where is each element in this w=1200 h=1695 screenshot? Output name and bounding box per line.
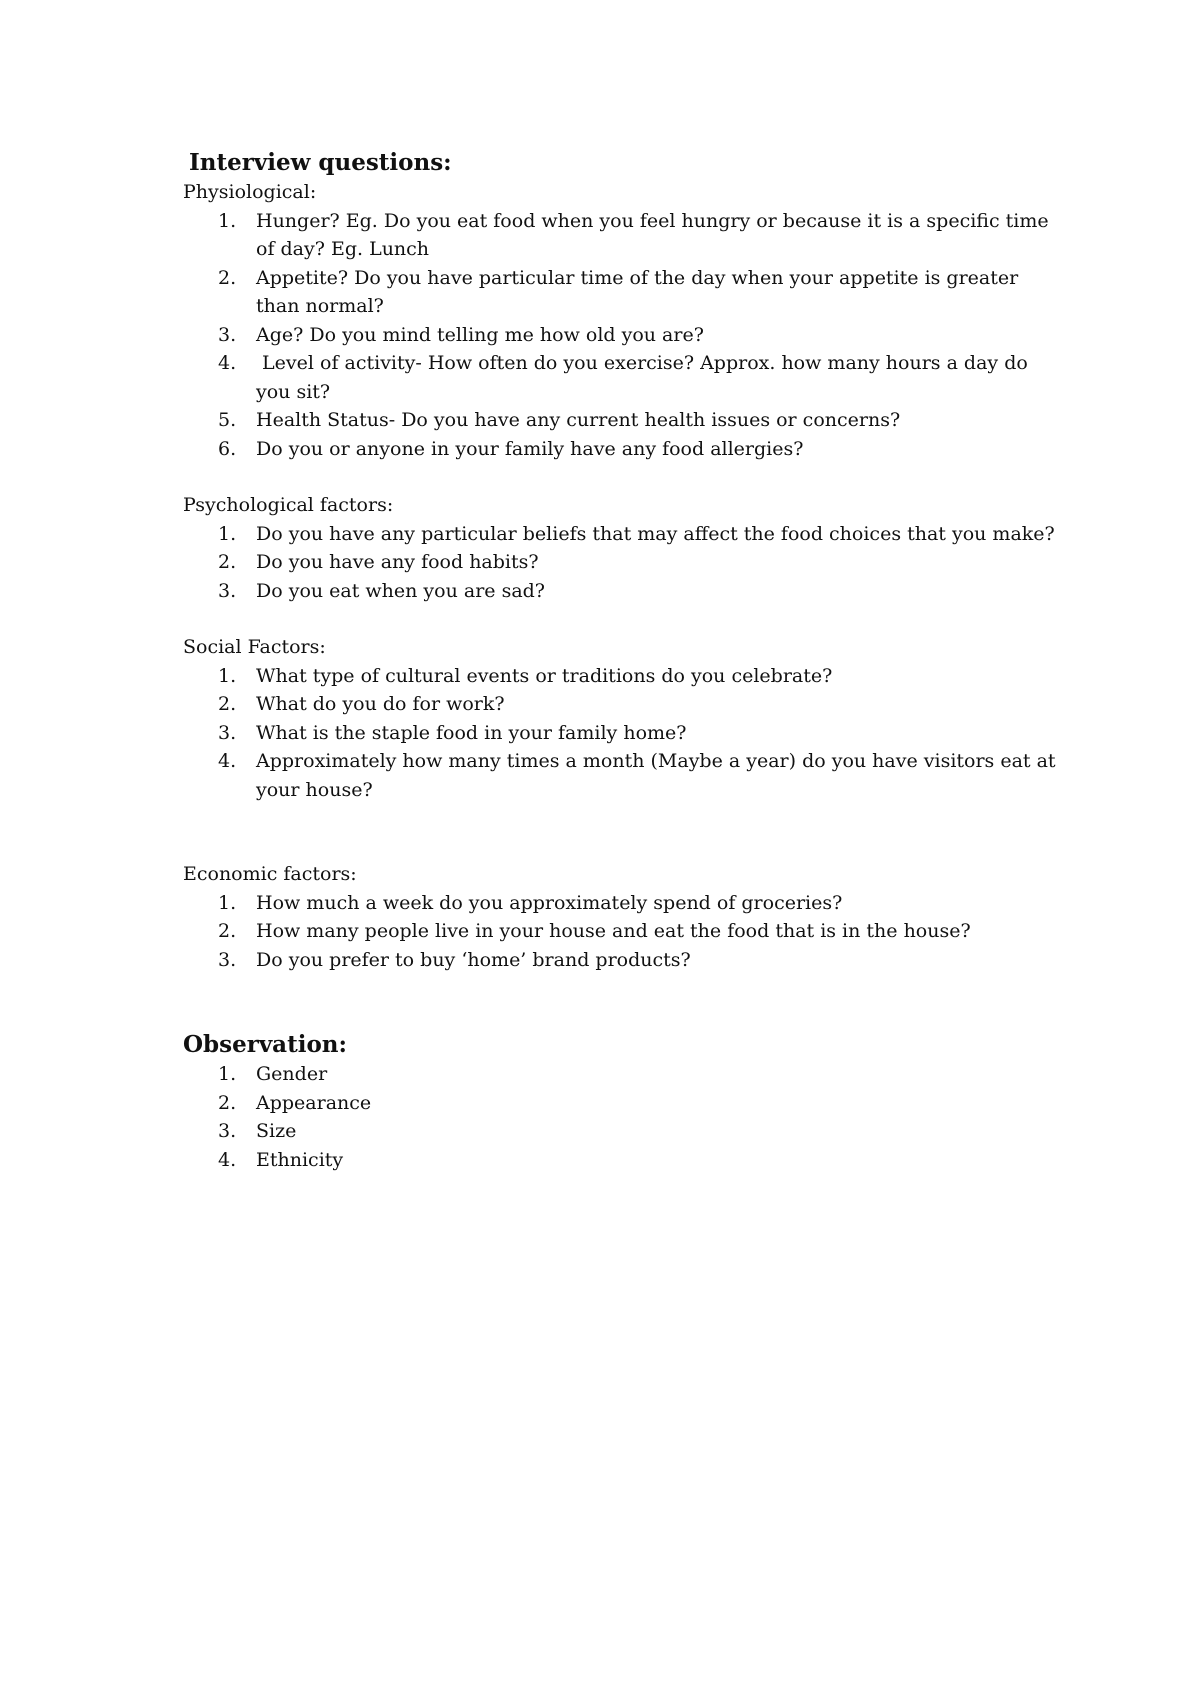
psychological-label: Psychological factors:: [183, 494, 394, 516]
list-item: 1. What type of cultural events or traditions do you celebrate?: [218, 664, 833, 687]
list-item: 1. How much a week do you approximately spend of groceries?: [218, 891, 843, 914]
psychological-list: [183, 520, 1063, 606]
document-page: [183, 148, 1063, 1174]
physiological-label: Physiological:: [183, 181, 317, 203]
observation-list: [183, 1060, 1063, 1174]
list-item: 3. Size: [218, 1120, 297, 1142]
social-list: [183, 662, 1063, 805]
list-item: 2. Do you have any food habits?: [218, 551, 539, 573]
list-item: 2. How many people live in your house and eat the food that is in the house?: [218, 920, 971, 942]
list-item: 1. Hunger? Eg. Do you eat food when you feel hungry or because it is a specific time of day? Eg. Lunch: [218, 209, 1049, 260]
list-item: 3. What is the staple food in your family home?: [218, 721, 687, 744]
list-item: 2. Appearance: [218, 1091, 372, 1114]
economic-label: Economic factors:: [183, 863, 357, 885]
list-item: 1. Gender: [218, 1063, 328, 1085]
economic-list: [183, 889, 1063, 975]
physiological-list: [183, 207, 1063, 464]
social-label: Social Factors:: [183, 636, 326, 658]
list-item: 6. Do you or anyone in your family have any food allergies?: [218, 437, 804, 460]
list-item: 3. Do you prefer to buy ‘home’ brand products?: [218, 948, 691, 971]
list-item: 3. Age? Do you mind telling me how old you are?: [218, 323, 704, 346]
list-item: 4. Ethnicity: [218, 1148, 344, 1171]
list-item: 2. Appetite? Do you have particular time of the day when your appetite is greater than normal?: [218, 266, 1019, 317]
list-item: 1. Do you have any particular beliefs that may affect the food choices that you make?: [218, 522, 1055, 545]
list-item: 2. What do you do for work?: [218, 693, 505, 715]
list-item: 4. Approximately how many times a month (Maybe a year) do you have visitors eat at your house?: [218, 750, 1056, 801]
list-item: 3. Do you eat when you are sad?: [218, 579, 545, 602]
interview-questions-heading: Interview questions:: [189, 149, 452, 176]
list-item: 5. Health Status- Do you have any current health issues or concerns?: [218, 409, 901, 431]
list-item: 4. Level of activity- How often do you exercise? Approx. how many hours a day do you sit?: [218, 352, 1034, 403]
observation-heading: Observation:: [183, 1031, 347, 1058]
